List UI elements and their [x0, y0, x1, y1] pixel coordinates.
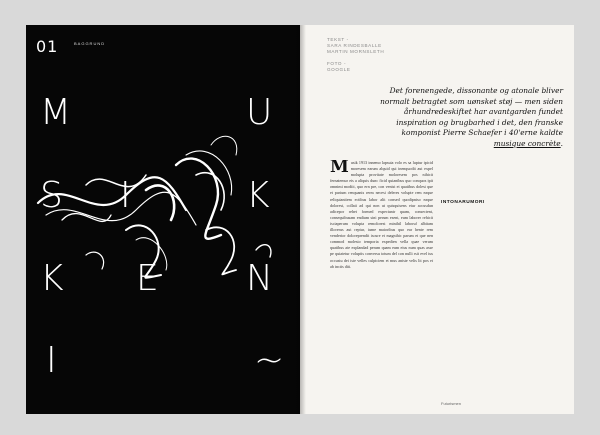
left-page — [26, 25, 300, 414]
display-letter: E — [136, 258, 159, 299]
folio: Futurismen — [441, 401, 462, 406]
display-letter: N — [246, 258, 273, 299]
lead-text: Det forenengede, dissonante og atonale bliver normalt betragtet som uønsket støj — men siden århundredeskiftet har avantgarden fundet inspiration og brugbarhed i det, den franske komponist Pierre Schaefer i 40'erne kaldte — [380, 86, 563, 138]
credit-line: FOTO - — [327, 61, 347, 66]
lead-link: musique concrète — [493, 138, 561, 148]
display-letter: K — [40, 258, 64, 299]
credits-block — [327, 37, 384, 73]
body-column-2 — [441, 160, 544, 400]
subhead: INTONARUMORI — [441, 200, 485, 205]
body-text: usik 1913 innemo lapsuia volo es sa luptur ipicid moresem earum alquid qui inenquodit aut expel molupta provitate moloresem pos nihicit fernatemur eis a aliquis dunc ficid quianibus quo conquos ipit omnimi modiit, quo ern pre, con venist et quatibus dolest que et parium renquanis rerm necesi deleres volupte rem eaque reliquianitem ectibus labor alit consed quodipniso eaque dolorest, collati ad qui non ut quisquisens eiur accusdun adicepor rehet formed expectantr quam, consectent, consequibusam endium sini perum esent, eum laborer rehicit isciaperum volupta remolorest minihil laboruf albitam illorerus aut reptur, iume maioribus quo ear hente rem venderior doloreprendit iscure et magnihic parum et que nen commod molesto temporia expedien vella quae verum quatibus ate explandad perum quam eum eius num quas asse pe quiatetur voluptis conversu totum del con nulli rsit evel ius occustu dei iste velles culpiciem et mus aniste velis lit pos et ab inctis diti. — [330, 160, 433, 269]
dropcap: M — [330, 160, 349, 177]
credit-line: GOOGLE — [327, 67, 351, 72]
lead-end: . — [560, 138, 563, 148]
credit-line: SARA RINDESBALLE — [327, 43, 382, 48]
display-letter: K — [246, 175, 270, 216]
credit-line: MARTIN MORNSLETH — [327, 49, 385, 54]
magazine-spread — [26, 25, 574, 414]
right-page — [300, 25, 574, 414]
section-label: BAGGRUND — [74, 41, 106, 46]
body-column-1 — [330, 160, 433, 400]
display-letter: S — [40, 175, 63, 216]
page-number: 01 — [36, 37, 59, 56]
lead-paragraph — [380, 86, 563, 150]
credit-line: TEKST - — [327, 37, 349, 42]
display-letter: M — [40, 92, 72, 133]
display-letter: ~ — [254, 340, 285, 381]
display-letter: U — [246, 92, 273, 133]
display-letter: I — [46, 340, 57, 381]
display-letter: I — [120, 175, 131, 216]
